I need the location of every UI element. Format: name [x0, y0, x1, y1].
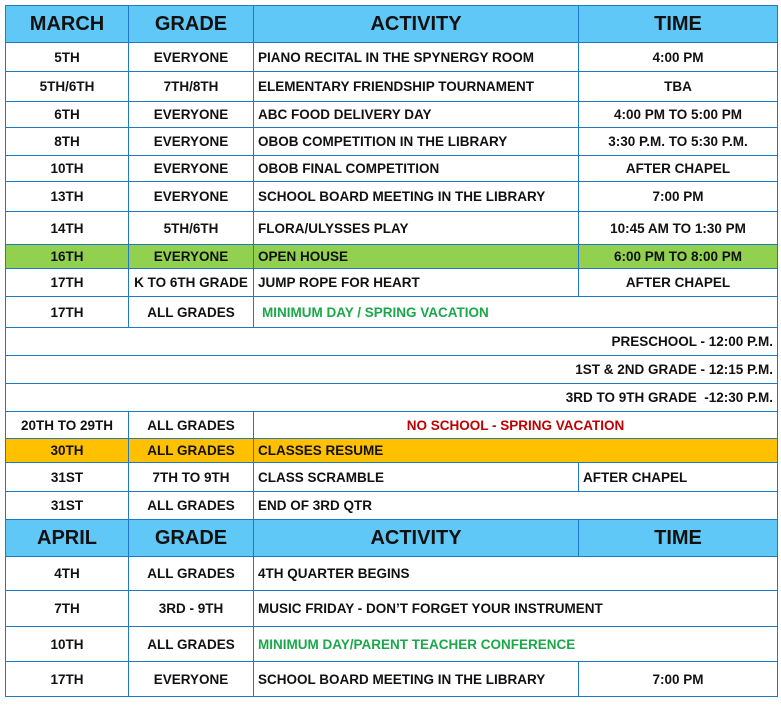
- time-header: TIME: [579, 6, 778, 43]
- date-cell: 10TH: [6, 156, 129, 182]
- date-cell: 30TH: [6, 439, 129, 463]
- grade-cell: EVERYONE: [129, 156, 254, 182]
- grade-cell: ALL GRADES: [129, 297, 254, 328]
- date-cell: 17TH: [6, 662, 129, 697]
- grade-cell: EVERYONE: [129, 245, 254, 269]
- activity-cell: OPEN HOUSE: [254, 245, 579, 269]
- activity-cell: JUMP ROPE FOR HEART: [254, 269, 579, 297]
- dismissal-note: PRESCHOOL - 12:00 P.M.: [6, 328, 778, 356]
- activity-cell: FLORA/ULYSSES PLAY: [254, 212, 579, 245]
- activity-cell: SCHOOL BOARD MEETING IN THE LIBRARY: [254, 182, 579, 212]
- time-cell: 4:00 PM TO 5:00 PM: [579, 102, 778, 128]
- table-row: [6, 128, 778, 156]
- activity-header: ACTIVITY: [254, 520, 579, 557]
- spring-vacation-row: [6, 412, 778, 439]
- grade-cell: 3RD - 9TH: [129, 591, 254, 627]
- date-cell: 20TH TO 29TH: [6, 412, 129, 439]
- conference-note: MINIMUM DAY/PARENT TEACHER CONFERENCE: [254, 627, 778, 662]
- table-row: [6, 591, 778, 627]
- date-cell: 7TH: [6, 591, 129, 627]
- table-row: [6, 557, 778, 591]
- date-cell: 8TH: [6, 128, 129, 156]
- grade-cell: ALL GRADES: [129, 412, 254, 439]
- table-row: [6, 662, 778, 697]
- grade-header: GRADE: [129, 520, 254, 557]
- date-cell: 5TH/6TH: [6, 72, 129, 102]
- dismissal-row: [6, 328, 778, 356]
- open-house-row: [6, 245, 778, 269]
- grade-cell: EVERYONE: [129, 662, 254, 697]
- date-cell: 17TH: [6, 297, 129, 328]
- date-cell: 10TH: [6, 627, 129, 662]
- table-row: [6, 72, 778, 102]
- date-cell: 14TH: [6, 212, 129, 245]
- activity-cell: SCHOOL BOARD MEETING IN THE LIBRARY: [254, 662, 579, 697]
- time-cell: 3:30 P.M. TO 5:30 P.M.: [579, 128, 778, 156]
- time-header: TIME: [579, 520, 778, 557]
- grade-cell: EVERYONE: [129, 43, 254, 72]
- table-row: [6, 627, 778, 662]
- table-row: [6, 43, 778, 72]
- time-cell: 10:45 AM TO 1:30 PM: [579, 212, 778, 245]
- classes-resume-row: [6, 439, 778, 463]
- dismissal-note: 1ST & 2ND GRADE - 12:15 P.M.: [6, 356, 778, 384]
- minimum-day-note: MINIMUM DAY / SPRING VACATION: [254, 297, 778, 328]
- table-row: [6, 463, 778, 492]
- minimum-day-row: [6, 297, 778, 328]
- table-row: [6, 182, 778, 212]
- activity-cell: END OF 3RD QTR: [254, 492, 778, 520]
- date-cell: 5TH: [6, 43, 129, 72]
- activity-cell: CLASS SCRAMBLE: [254, 463, 579, 492]
- time-cell: AFTER CHAPEL: [579, 463, 778, 492]
- dismissal-note: 3RD TO 9TH GRADE -12:30 P.M.: [6, 384, 778, 412]
- grade-cell: K TO 6TH GRADE: [129, 269, 254, 297]
- no-school-note: NO SCHOOL - SPRING VACATION: [254, 412, 778, 439]
- activity-cell: CLASSES RESUME: [254, 439, 778, 463]
- grade-cell: EVERYONE: [129, 102, 254, 128]
- date-cell: 13TH: [6, 182, 129, 212]
- march-header-row: [6, 6, 778, 43]
- school-calendar-table: [5, 5, 778, 697]
- activity-header: ACTIVITY: [254, 6, 579, 43]
- date-cell: 17TH: [6, 269, 129, 297]
- month-header: APRIL: [6, 520, 129, 557]
- time-cell: 4:00 PM: [579, 43, 778, 72]
- grade-cell: 7TH/8TH: [129, 72, 254, 102]
- activity-cell: PIANO RECITAL IN THE SPYNERGY ROOM: [254, 43, 579, 72]
- table-row: [6, 156, 778, 182]
- activity-cell: ELEMENTARY FRIENDSHIP TOURNAMENT: [254, 72, 579, 102]
- grade-cell: ALL GRADES: [129, 557, 254, 591]
- grade-header: GRADE: [129, 6, 254, 43]
- dismissal-row: [6, 356, 778, 384]
- month-header: MARCH: [6, 6, 129, 43]
- table-row: [6, 492, 778, 520]
- dismissal-row: [6, 384, 778, 412]
- april-header-row: [6, 520, 778, 557]
- date-cell: 31ST: [6, 463, 129, 492]
- time-cell: AFTER CHAPEL: [579, 156, 778, 182]
- time-cell: AFTER CHAPEL: [579, 269, 778, 297]
- time-cell: 6:00 PM TO 8:00 PM: [579, 245, 778, 269]
- activity-cell: ABC FOOD DELIVERY DAY: [254, 102, 579, 128]
- grade-cell: ALL GRADES: [129, 439, 254, 463]
- date-cell: 16TH: [6, 245, 129, 269]
- date-cell: 4TH: [6, 557, 129, 591]
- grade-cell: EVERYONE: [129, 128, 254, 156]
- time-cell: 7:00 PM: [579, 662, 778, 697]
- date-cell: 6TH: [6, 102, 129, 128]
- grade-cell: 7TH TO 9TH: [129, 463, 254, 492]
- table-row: [6, 102, 778, 128]
- table-row: [6, 269, 778, 297]
- grade-cell: ALL GRADES: [129, 492, 254, 520]
- time-cell: 7:00 PM: [579, 182, 778, 212]
- activity-cell: 4TH QUARTER BEGINS: [254, 557, 778, 591]
- time-cell: TBA: [579, 72, 778, 102]
- grade-cell: ALL GRADES: [129, 627, 254, 662]
- grade-cell: EVERYONE: [129, 182, 254, 212]
- activity-cell: OBOB COMPETITION IN THE LIBRARY: [254, 128, 579, 156]
- activity-cell: OBOB FINAL COMPETITION: [254, 156, 579, 182]
- table-row: [6, 212, 778, 245]
- grade-cell: 5TH/6TH: [129, 212, 254, 245]
- activity-cell: MUSIC FRIDAY - DON’T FORGET YOUR INSTRUMENT: [254, 591, 778, 627]
- date-cell: 31ST: [6, 492, 129, 520]
